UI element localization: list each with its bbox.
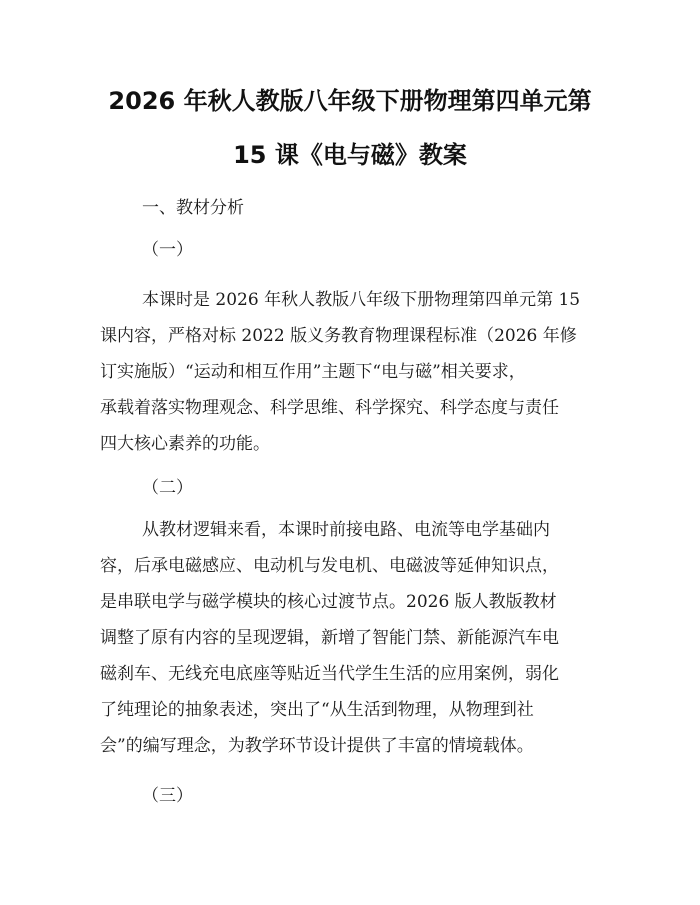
paragraph-line: 四大核心素养的功能。 bbox=[100, 434, 270, 454]
paragraph-line: 从教材逻辑来看，本课时前接电路、电流等电学基础内 bbox=[142, 520, 550, 540]
subsection-heading-2: （二） bbox=[142, 478, 193, 498]
subsection-heading-3: （三） bbox=[142, 786, 193, 806]
paragraph-line: 会”的编写理念，为教学环节设计提供了丰富的情境载体。 bbox=[100, 736, 534, 756]
paragraph-line: 本课时是 2026 年秋人教版八年级下册物理第四单元第 15 bbox=[142, 290, 581, 310]
paragraph-line: 磁刹车、无线充电底座等贴近当代学生生活的应用案例，弱化 bbox=[100, 664, 559, 684]
document-title-line-2: 15 课《电与磁》教案 bbox=[233, 141, 467, 169]
paragraph-1 bbox=[100, 288, 600, 468]
paragraph-line: 容，后承电磁感应、电动机与发电机、电磁波等延伸知识点， bbox=[100, 556, 559, 576]
paragraph-line: 了纯理论的抽象表述，突出了“从生活到物理，从物理到社 bbox=[100, 700, 534, 720]
section-heading-textbook-analysis: 一、教材分析 bbox=[142, 198, 244, 218]
subsection-heading-1: （一） bbox=[142, 240, 193, 260]
paragraph-line: 课内容，严格对标 2022 版义务教育物理课程标准（2026 年修 bbox=[100, 326, 577, 346]
paragraph-line: 承载着落实物理观念、科学思维、科学探究、科学态度与责任 bbox=[100, 398, 559, 418]
document-title-line-1: 2026 年秋人教版八年级下册物理第四单元第 bbox=[108, 87, 592, 115]
paragraph-line: 是串联电学与磁学模块的核心过渡节点。2026 版人教版教材 bbox=[100, 592, 557, 612]
paragraph-line: 订实施版）“运动和相互作用”主题下“电与磁”相关要求， bbox=[100, 362, 526, 382]
paragraph-line: 调整了原有内容的呈现逻辑，新增了智能门禁、新能源汽车电 bbox=[100, 628, 559, 648]
paragraph-2 bbox=[100, 518, 600, 770]
